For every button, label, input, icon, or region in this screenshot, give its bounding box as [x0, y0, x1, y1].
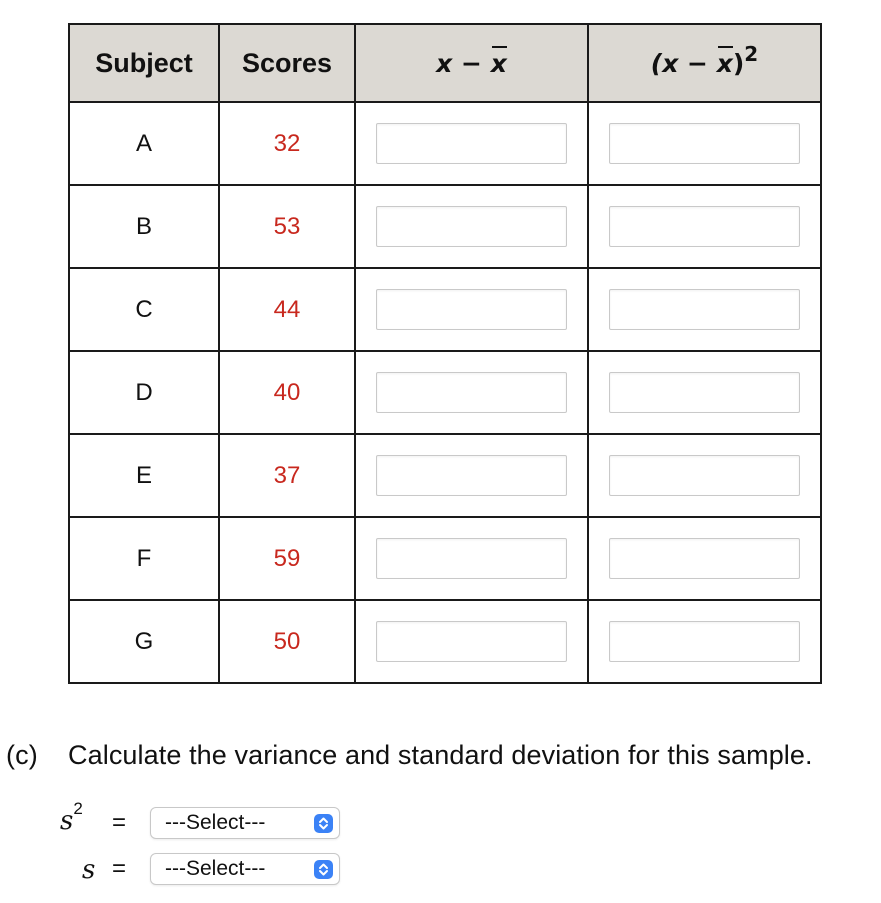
std-dev-equals: =: [112, 855, 127, 882]
table-row: [69, 517, 821, 600]
deviation-cell: [355, 517, 588, 600]
deviation-input-e[interactable]: [376, 455, 567, 496]
header-squared-deviation: [588, 24, 821, 102]
squared-cell: [588, 517, 821, 600]
table-row: [69, 102, 821, 185]
score-cell: 59: [219, 517, 355, 600]
deviation-xbar: x: [490, 48, 507, 78]
std-dev-s: s: [82, 855, 96, 885]
part-c-label: (c): [6, 740, 38, 770]
subject-cell: F: [69, 517, 219, 600]
squared-close: ): [732, 48, 745, 78]
std-dev-select-value: ---Select---: [165, 857, 266, 880]
part-c-prompt: Calculate the variance and standard deviation for this sample.: [68, 740, 813, 770]
deviation-input-f[interactable]: [376, 538, 567, 579]
squared-power: 2: [744, 41, 759, 66]
deviation-input-a[interactable]: [376, 123, 567, 164]
table-row: [69, 185, 821, 268]
squared-cell: [588, 268, 821, 351]
std-dev-select[interactable]: [150, 853, 340, 885]
score-cell: 37: [219, 434, 355, 517]
score-cell: 44: [219, 268, 355, 351]
score-cell: 50: [219, 600, 355, 683]
table-header-row: [69, 24, 821, 102]
subject-cell: C: [69, 268, 219, 351]
table-row: [69, 600, 821, 683]
score-cell: 32: [219, 102, 355, 185]
table-row: [69, 268, 821, 351]
data-table: [68, 23, 822, 684]
deviation-input-b[interactable]: [376, 206, 567, 247]
deviation-cell: [355, 434, 588, 517]
score-cell: 40: [219, 351, 355, 434]
squared-cell: [588, 434, 821, 517]
deviation-formula: [436, 49, 507, 78]
squared-input-g[interactable]: [609, 621, 800, 662]
deviation-cell: [355, 268, 588, 351]
header-deviation: [355, 24, 588, 102]
squared-xbar: x: [716, 48, 733, 78]
deviation-cell: [355, 185, 588, 268]
select-chevron-icon: [314, 814, 333, 833]
table-row: [69, 434, 821, 517]
squared-input-c[interactable]: [609, 289, 800, 330]
variance-select[interactable]: [150, 807, 340, 839]
subject-cell: A: [69, 102, 219, 185]
squared-cell: [588, 351, 821, 434]
deviation-cell: [355, 102, 588, 185]
variance-equals: =: [112, 809, 127, 836]
part-c-question: [6, 740, 813, 771]
squared-cell: [588, 600, 821, 683]
deviation-cell: [355, 600, 588, 683]
squared-open: (x: [650, 48, 679, 78]
squared-input-d[interactable]: [609, 372, 800, 413]
squared-input-e[interactable]: [609, 455, 800, 496]
deviation-input-d[interactable]: [376, 372, 567, 413]
deviation-minus: −: [461, 48, 482, 78]
variance-s: s: [60, 806, 74, 836]
variance-power: 2: [73, 799, 83, 818]
score-cell: 53: [219, 185, 355, 268]
squared-input-b[interactable]: [609, 206, 800, 247]
deviation-input-c[interactable]: [376, 289, 567, 330]
squared-input-a[interactable]: [609, 123, 800, 164]
squared-formula: [650, 41, 759, 78]
deviation-input-g[interactable]: [376, 621, 567, 662]
header-scores: Scores: [219, 24, 355, 102]
variance-select-value: ---Select---: [165, 811, 266, 834]
squared-input-f[interactable]: [609, 538, 800, 579]
subject-cell: D: [69, 351, 219, 434]
squared-minus: −: [687, 48, 708, 78]
select-chevron-icon: [314, 860, 333, 879]
header-subject: Subject: [69, 24, 219, 102]
subject-cell: B: [69, 185, 219, 268]
std-dev-symbol: [82, 854, 95, 885]
squared-cell: [588, 102, 821, 185]
table-row: [69, 351, 821, 434]
squared-cell: [588, 185, 821, 268]
subject-cell: G: [69, 600, 219, 683]
deviation-cell: [355, 351, 588, 434]
subject-cell: E: [69, 434, 219, 517]
deviation-x: x: [436, 48, 453, 78]
variance-symbol: [60, 799, 83, 836]
